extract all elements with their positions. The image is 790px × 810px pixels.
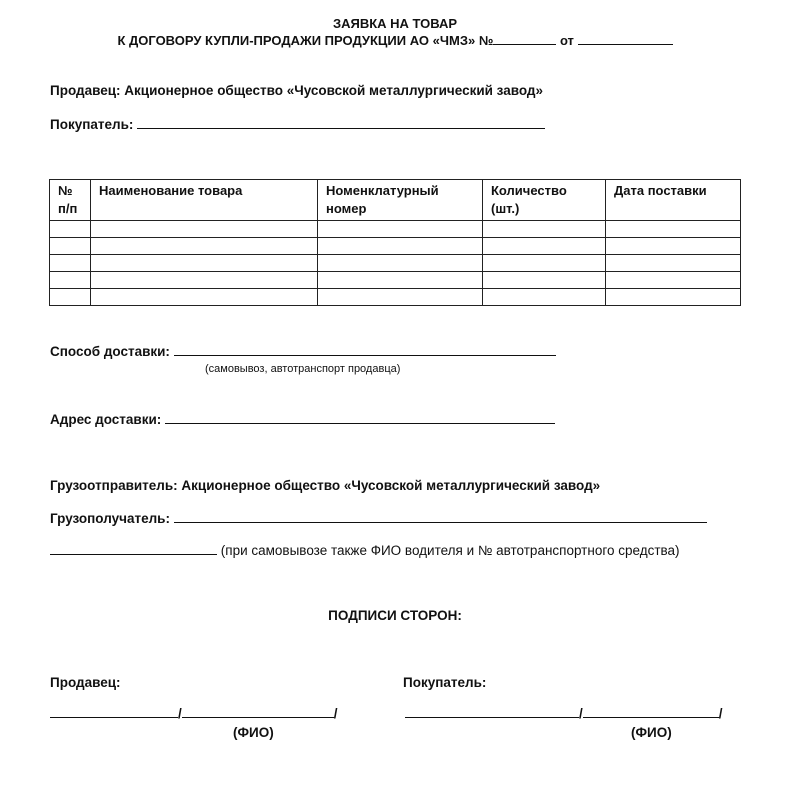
table-cell[interactable]: [50, 272, 91, 289]
buyer-row: [50, 117, 545, 132]
driver-field[interactable]: [50, 553, 217, 555]
table-header-row: [50, 180, 741, 221]
buyer-fio-field[interactable]: [583, 716, 719, 718]
col-header-quantity: Количество (шт.): [483, 180, 606, 221]
table-cell[interactable]: [483, 255, 606, 272]
delivery-address-field[interactable]: [165, 422, 555, 424]
table-cell[interactable]: [91, 238, 318, 255]
col-header-name: Наименование товара: [91, 180, 318, 221]
document-title: ЗАЯВКА НА ТОВАР: [332, 16, 458, 31]
table-cell[interactable]: [483, 272, 606, 289]
table-cell[interactable]: [318, 255, 483, 272]
table-cell[interactable]: [318, 238, 483, 255]
slash: /: [579, 706, 583, 721]
table-cell[interactable]: [483, 221, 606, 238]
table-cell[interactable]: [50, 238, 91, 255]
table-row: [50, 272, 741, 289]
table-row: [50, 238, 741, 255]
seller-fio-field[interactable]: [182, 716, 334, 718]
table-cell[interactable]: [318, 221, 483, 238]
table-cell[interactable]: [91, 221, 318, 238]
delivery-address-row: [50, 412, 555, 427]
table-cell[interactable]: [606, 255, 741, 272]
table-row: [50, 221, 741, 238]
table-cell[interactable]: [606, 289, 741, 306]
slash: /: [178, 706, 182, 721]
buyer-signature-field[interactable]: [405, 716, 579, 718]
table-cell[interactable]: [91, 272, 318, 289]
table-cell[interactable]: [50, 289, 91, 306]
table-cell[interactable]: [50, 255, 91, 272]
table-cell[interactable]: [318, 272, 483, 289]
table-cell[interactable]: [318, 289, 483, 306]
col-header-nomenclature: Номенклатурный номер: [318, 180, 483, 221]
signatures-title: ПОДПИСИ СТОРОН:: [328, 608, 462, 623]
table-row: [50, 255, 741, 272]
delivery-method-label: Способ доставки:: [50, 344, 170, 359]
contract-date-field[interactable]: [578, 43, 673, 45]
consignee-label: Грузополучатель:: [50, 511, 170, 526]
seller-signature-row: [50, 706, 338, 721]
seller-signature-field[interactable]: [50, 716, 178, 718]
table-cell[interactable]: [91, 289, 318, 306]
table-cell[interactable]: [606, 221, 741, 238]
shipper-line: Грузоотправитель: Акционерное общество «Чусовской металлургический завод»: [50, 478, 601, 493]
seller-line: Продавец: Акционерное общество «Чусовской металлургический завод»: [50, 83, 543, 98]
table-cell[interactable]: [606, 238, 741, 255]
buyer-field[interactable]: [137, 127, 545, 129]
delivery-method-row: [50, 344, 556, 359]
seller-fio-label: (ФИО): [233, 725, 274, 740]
col-header-number: № п/п: [50, 180, 91, 221]
contract-number-field[interactable]: [493, 43, 556, 45]
buyer-signature-row: [405, 706, 723, 721]
subtitle-text: К ДОГОВОРУ КУПЛИ-ПРОДАЖИ ПРОДУКЦИИ АО «ЧМЗ» №: [117, 33, 494, 48]
seller-sign-label: Продавец:: [50, 675, 121, 690]
delivery-method-field[interactable]: [174, 354, 556, 356]
table-cell[interactable]: [483, 238, 606, 255]
document-subtitle: [0, 33, 790, 48]
buyer-label: Покупатель:: [50, 117, 134, 132]
driver-hint: (при самовывозе также ФИО водителя и № автотранспортного средства): [220, 543, 680, 558]
table-cell[interactable]: [91, 255, 318, 272]
slash: /: [718, 706, 723, 721]
buyer-fio-label: (ФИО): [631, 725, 672, 740]
table-cell[interactable]: [50, 221, 91, 238]
table-cell[interactable]: [606, 272, 741, 289]
driver-row: [50, 543, 680, 558]
goods-table: [49, 179, 741, 306]
slash: /: [333, 706, 338, 721]
table-row: [50, 289, 741, 306]
delivery-method-hint: (самовывоз, автотранспорт продавца): [205, 363, 401, 375]
col-header-delivery-date: Дата поставки: [606, 180, 741, 221]
consignee-row: [50, 511, 707, 526]
date-prefix: от: [559, 33, 574, 48]
consignee-field[interactable]: [174, 521, 707, 523]
buyer-sign-label: Покупатель:: [403, 675, 487, 690]
delivery-address-label: Адрес доставки:: [50, 412, 162, 427]
table-cell[interactable]: [483, 289, 606, 306]
